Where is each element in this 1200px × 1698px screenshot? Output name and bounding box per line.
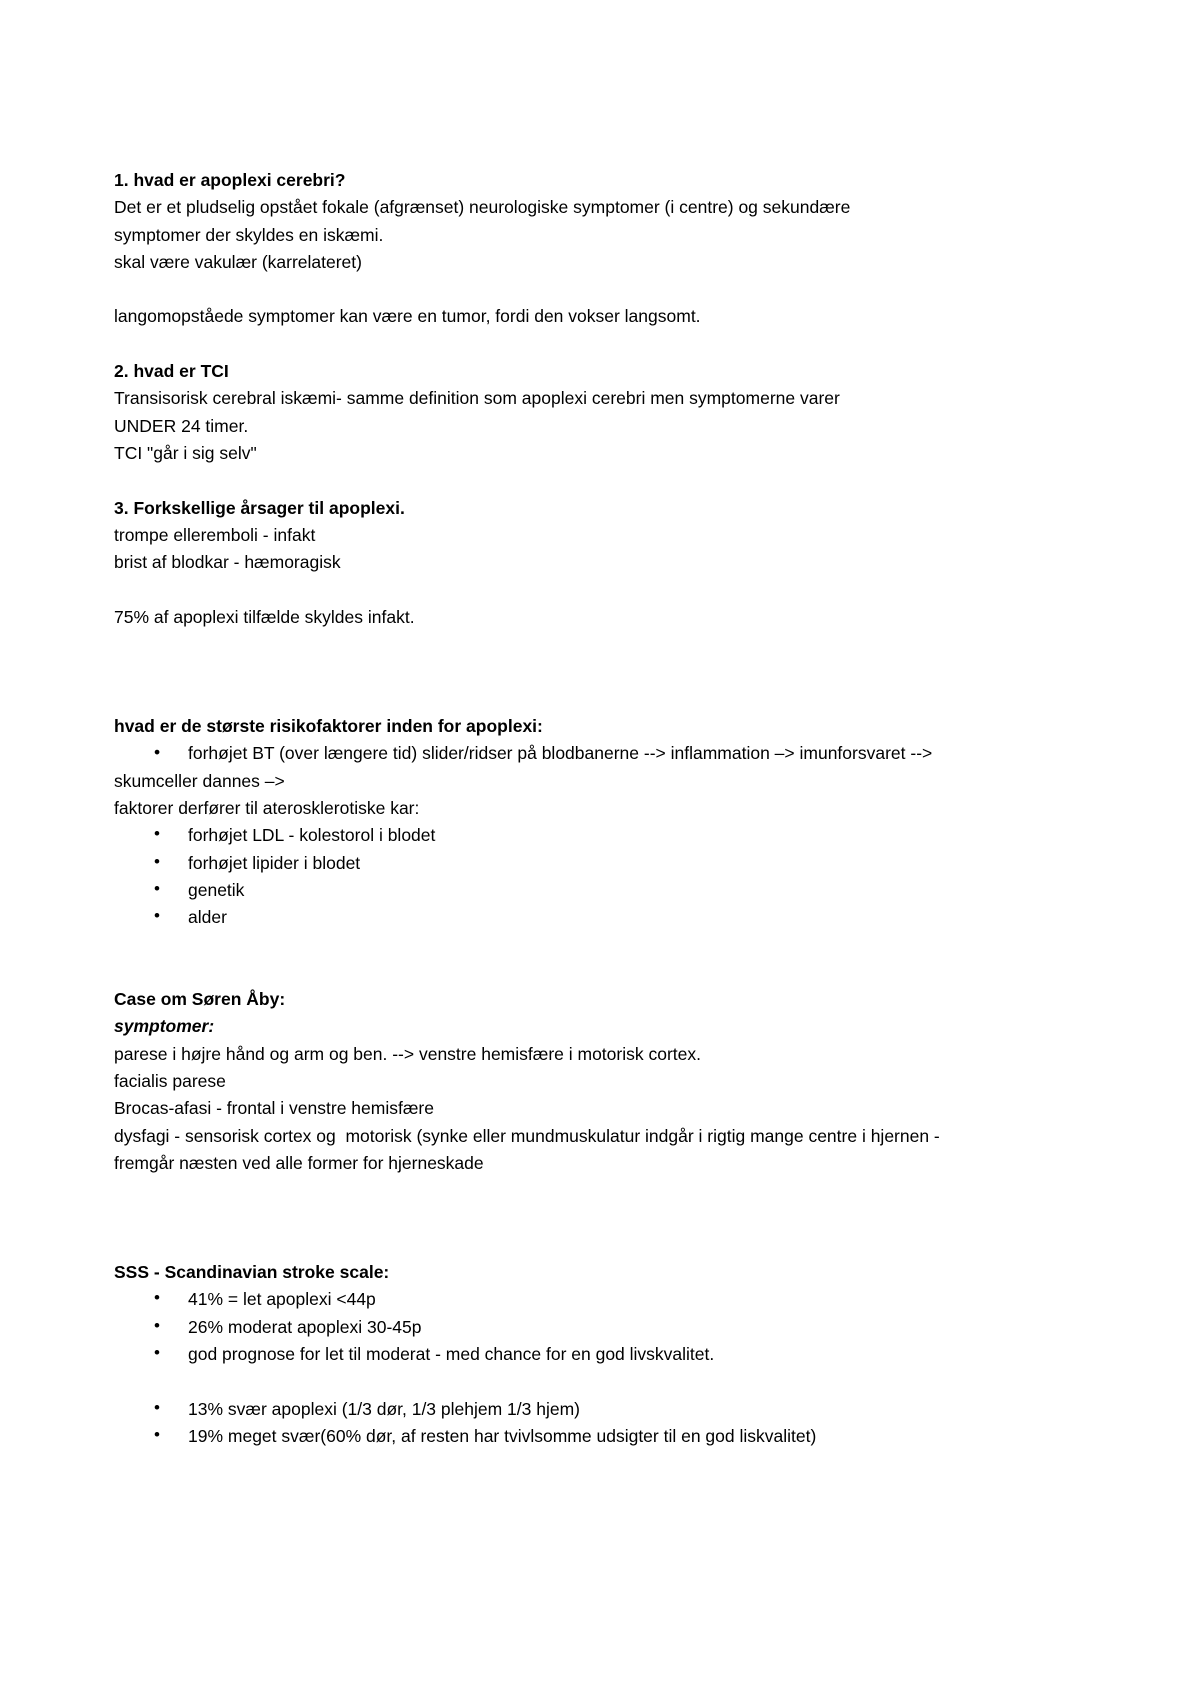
q3-heading: 3. Forkskellige årsager til apoplexi. — [114, 497, 405, 518]
q3-line-2: brist af blodkar - hæmoragisk — [114, 552, 341, 573]
q1-note: langomopståede symptomer kan være en tumor, fordi den vokser langsomt. — [114, 306, 701, 327]
list-item — [114, 1314, 1114, 1341]
bullet-icon: • — [154, 878, 160, 898]
sss-heading: SSS - Scandinavian stroke scale: — [114, 1262, 390, 1283]
risk-bullet-first-line-2: skumceller dannes –> — [114, 770, 285, 791]
list-item-label: forhøjet lipider i blodet — [188, 852, 361, 873]
case-line-2: facialis parese — [114, 1070, 226, 1091]
list-item — [114, 1396, 1114, 1423]
spacer — [114, 331, 1114, 358]
list-item — [114, 1286, 1114, 1313]
risk-bullet-first — [114, 740, 1114, 795]
bullet-icon: • — [154, 742, 161, 763]
q1-line-2: symptomer der skyldes en iskæmi. — [114, 224, 384, 245]
list-item — [114, 1423, 1114, 1450]
risk-continuation: faktorer derfører til aterosklerotiske kar: — [114, 797, 420, 818]
bullet-icon: • — [154, 1342, 160, 1362]
spacer — [114, 631, 1114, 713]
risk-heading: hvad er de største risikofaktorer inden for apoplexi: — [114, 716, 543, 737]
bullet-icon: • — [154, 1397, 160, 1417]
sss-bullet-list-a — [114, 1286, 1114, 1368]
q2-line-1: Transisorisk cerebral iskæmi- samme definition som apoplexi cerebri men symptomerne varer — [114, 388, 840, 409]
sss-bullet-list-b — [114, 1396, 1114, 1451]
list-item-label: 26% moderat apoplexi 30-45p — [188, 1316, 422, 1337]
bullet-icon: • — [154, 1315, 160, 1335]
spacer — [114, 1177, 1114, 1259]
list-item-label: 41% = let apoplexi <44p — [188, 1289, 376, 1310]
case-subheading: symptomer: — [114, 1016, 215, 1037]
list-item-label: genetik — [188, 879, 245, 900]
case-line-1: parese i højre hånd og arm og ben. --> venstre hemisfære i motorisk cortex. — [114, 1043, 701, 1064]
list-item-label: god prognose for let til moderat - med chance for en god livskvalitet. — [188, 1343, 715, 1364]
document-body — [114, 167, 1114, 1450]
spacer — [114, 276, 1114, 303]
case-line-3: Brocas-afasi - frontal i venstre hemisfære — [114, 1098, 434, 1119]
list-item-label: 19% meget svær(60% dør, af resten har tvivlsomme udsigter til en god liskvalitet) — [188, 1425, 817, 1446]
spacer — [114, 467, 1114, 494]
case-heading: Case om Søren Åby: — [114, 989, 286, 1010]
bullet-icon: • — [154, 1288, 160, 1308]
list-item — [114, 1341, 1114, 1368]
spacer — [114, 931, 1114, 986]
q3-line-1: trompe elleremboli - infakt — [114, 524, 316, 545]
spacer — [114, 576, 1114, 603]
q3-note: 75% af apoplexi tilfælde skyldes infakt. — [114, 606, 415, 627]
list-item — [114, 850, 1114, 877]
q1-heading: 1. hvad er apoplexi cerebri? — [114, 170, 346, 190]
list-item-label: alder — [188, 907, 227, 928]
list-item — [114, 877, 1114, 904]
bullet-icon: • — [154, 824, 160, 844]
q2-line-2: UNDER 24 timer. — [114, 415, 249, 436]
bullet-icon: • — [154, 1424, 160, 1444]
bullet-icon: • — [154, 851, 160, 871]
q2-line-3: TCI "går i sig selv" — [114, 442, 257, 463]
spacer — [114, 1368, 1114, 1395]
list-item — [114, 822, 1114, 849]
q1-line-3: skal være vakulær (karrelateret) — [114, 251, 362, 272]
q2-heading: 2. hvad er TCI — [114, 361, 229, 382]
risk-bullet-first-line-1: forhøjet BT (over længere tid) slider/ridser på blodbanerne --> inflammation –> imunforsvaret --> — [188, 743, 933, 764]
list-item-label: 13% svær apoplexi (1/3 dør, 1/3 plehjem 1/3 hjem) — [188, 1398, 580, 1419]
bullet-icon: • — [154, 906, 160, 926]
list-item-label: forhøjet LDL - kolestorol i blodet — [188, 825, 436, 846]
risk-bullet-list — [114, 822, 1114, 931]
list-item — [114, 904, 1114, 931]
case-line-5: fremgår næsten ved alle former for hjerneskade — [114, 1152, 484, 1173]
q1-line-1: Det er et pludselig opstået fokale (afgrænset) neurologiske symptomer (i centre) og sekundære — [114, 197, 851, 218]
case-line-4: dysfagi - sensorisk cortex og motorisk (synke eller mundmuskulatur indgår i rigtig mange centre i hjernen - — [114, 1125, 940, 1146]
